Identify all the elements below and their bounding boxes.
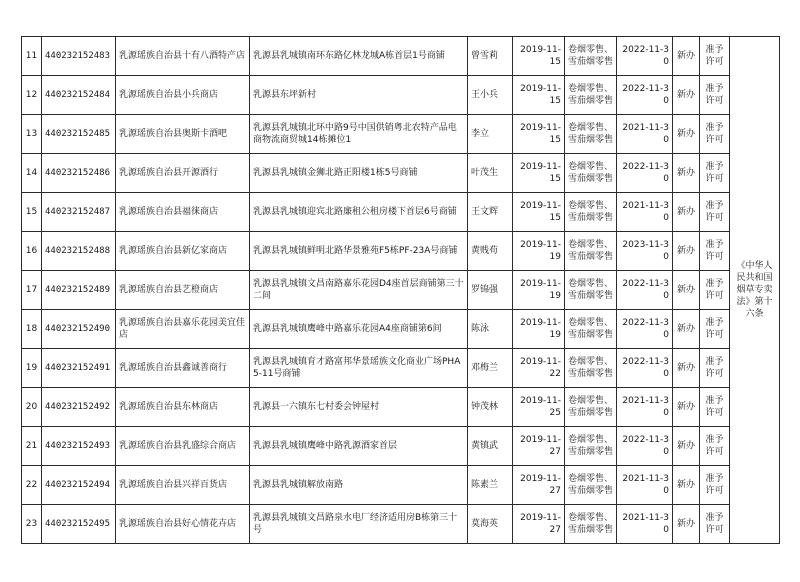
table-row	[22, 349, 780, 388]
decision-result: 准予许可	[700, 310, 730, 349]
application-type: 新办	[673, 154, 700, 193]
responsible-person: 黄镇武	[468, 427, 513, 466]
decision-result: 准予许可	[700, 193, 730, 232]
issue-date: 2019-11-27	[513, 427, 565, 466]
table-row	[22, 76, 780, 115]
application-type: 新办	[673, 115, 700, 154]
decision-result: 准予许可	[700, 37, 730, 76]
license-number: 440232152489	[42, 271, 116, 310]
issue-date: 2019-11-22	[513, 349, 565, 388]
application-type: 新办	[673, 466, 700, 505]
expiry-date: 2022-11-30	[617, 349, 673, 388]
business-scope: 卷烟零售、雪茄烟零售	[565, 427, 617, 466]
business-scope: 卷烟零售、雪茄烟零售	[565, 76, 617, 115]
business-name: 乳源瑶族自治县好心情花卉店	[116, 505, 250, 544]
business-address: 乳源县东坪新村	[250, 76, 468, 115]
business-name: 乳源瑶族自治县开源酒行	[116, 154, 250, 193]
table-row	[22, 466, 780, 505]
business-scope: 卷烟零售、雪茄烟零售	[565, 349, 617, 388]
row-number: 20	[22, 388, 42, 427]
license-number: 440232152492	[42, 388, 116, 427]
application-type: 新办	[673, 193, 700, 232]
row-number: 13	[22, 115, 42, 154]
row-number: 17	[22, 271, 42, 310]
business-scope: 卷烟零售、雪茄烟零售	[565, 505, 617, 544]
row-number: 16	[22, 232, 42, 271]
business-address: 乳源县乳城镇育才路富邦华景瑶族文化商业广场PHA5-11号商铺	[250, 349, 468, 388]
business-address: 乳源县乳城镇解放南路	[250, 466, 468, 505]
row-number: 14	[22, 154, 42, 193]
table-row	[22, 115, 780, 154]
decision-result: 准予许可	[700, 271, 730, 310]
decision-result: 准予许可	[700, 115, 730, 154]
issue-date: 2019-11-27	[513, 505, 565, 544]
business-name: 乳源瑶族自治县奥斯卡酒吧	[116, 115, 250, 154]
license-number: 440232152491	[42, 349, 116, 388]
application-type: 新办	[673, 37, 700, 76]
business-address: 乳源县乳城镇金狮北路正阳楼1栋5号商铺	[250, 154, 468, 193]
business-scope: 卷烟零售、雪茄烟零售	[565, 115, 617, 154]
license-number: 440232152483	[42, 37, 116, 76]
license-number: 440232152487	[42, 193, 116, 232]
responsible-person: 钟茂林	[468, 388, 513, 427]
decision-result: 准予许可	[700, 76, 730, 115]
application-type: 新办	[673, 427, 700, 466]
row-number: 19	[22, 349, 42, 388]
business-scope: 卷烟零售、雪茄烟零售	[565, 193, 617, 232]
table-row	[22, 154, 780, 193]
expiry-date: 2023-11-30	[617, 232, 673, 271]
application-type: 新办	[673, 271, 700, 310]
business-name: 乳源瑶族自治县东林商店	[116, 388, 250, 427]
business-address: 乳源县一六镇东七村委会钟屋村	[250, 388, 468, 427]
table-row	[22, 388, 780, 427]
decision-result: 准予许可	[700, 232, 730, 271]
table-row	[22, 232, 780, 271]
license-number: 440232152488	[42, 232, 116, 271]
expiry-date: 2021-11-30	[617, 466, 673, 505]
issue-date: 2019-11-19	[513, 310, 565, 349]
expiry-date: 2021-11-30	[617, 193, 673, 232]
issue-date: 2019-11-15	[513, 37, 565, 76]
issue-date: 2019-11-19	[513, 271, 565, 310]
license-number: 440232152495	[42, 505, 116, 544]
responsible-person: 黄贱苟	[468, 232, 513, 271]
business-scope: 卷烟零售、雪茄烟零售	[565, 232, 617, 271]
expiry-date: 2022-11-30	[617, 154, 673, 193]
responsible-person: 邓梅兰	[468, 349, 513, 388]
license-number: 440232152493	[42, 427, 116, 466]
business-address: 乳源县乳城镇迎宾北路廉租公租房楼下首层6号商铺	[250, 193, 468, 232]
expiry-date: 2022-11-30	[617, 271, 673, 310]
responsible-person: 曾雪莉	[468, 37, 513, 76]
business-name: 乳源瑶族自治县十有八酒特产店	[116, 37, 250, 76]
issue-date: 2019-11-15	[513, 115, 565, 154]
issue-date: 2019-11-15	[513, 193, 565, 232]
license-table	[21, 36, 780, 544]
business-address: 乳源县乳城镇北环中路9号中国供销粤北农特产品电商物流商贸城14栋摊位1	[250, 115, 468, 154]
application-type: 新办	[673, 349, 700, 388]
expiry-date: 2022-11-30	[617, 37, 673, 76]
table-body	[22, 37, 780, 544]
license-table-page	[21, 36, 780, 544]
business-name: 乳源瑶族自治县兴祥百货店	[116, 466, 250, 505]
row-number: 22	[22, 466, 42, 505]
decision-result: 准予许可	[700, 466, 730, 505]
decision-result: 准予许可	[700, 388, 730, 427]
business-name: 乳源瑶族自治县嘉乐花园美宜佳店	[116, 310, 250, 349]
business-name: 乳源瑶族自治县鑫诚善商行	[116, 349, 250, 388]
application-type: 新办	[673, 232, 700, 271]
decision-result: 准予许可	[700, 349, 730, 388]
legal-basis: 《中华人民共和国烟草专卖法》第十六条	[730, 37, 780, 544]
table-row	[22, 193, 780, 232]
table-row	[22, 427, 780, 466]
row-number: 15	[22, 193, 42, 232]
business-scope: 卷烟零售、雪茄烟零售	[565, 37, 617, 76]
issue-date: 2019-11-15	[513, 154, 565, 193]
business-name: 乳源瑶族自治县艺橙商店	[116, 271, 250, 310]
license-number: 440232152486	[42, 154, 116, 193]
responsible-person: 叶茂生	[468, 154, 513, 193]
responsible-person: 王小兵	[468, 76, 513, 115]
responsible-person: 李立	[468, 115, 513, 154]
decision-result: 准予许可	[700, 505, 730, 544]
row-number: 11	[22, 37, 42, 76]
table-row	[22, 37, 780, 76]
decision-result: 准予许可	[700, 154, 730, 193]
license-number: 440232152490	[42, 310, 116, 349]
responsible-person: 王文辉	[468, 193, 513, 232]
expiry-date: 2022-11-30	[617, 76, 673, 115]
responsible-person: 罗锦强	[468, 271, 513, 310]
row-number: 18	[22, 310, 42, 349]
expiry-date: 2022-11-30	[617, 310, 673, 349]
responsible-person: 莫海英	[468, 505, 513, 544]
business-name: 乳源瑶族自治县新亿家商店	[116, 232, 250, 271]
business-address: 乳源县乳城镇鹰峰中路嘉乐花园A4座商铺第6间	[250, 310, 468, 349]
business-scope: 卷烟零售、雪茄烟零售	[565, 388, 617, 427]
responsible-person: 陈素兰	[468, 466, 513, 505]
responsible-person: 陈泳	[468, 310, 513, 349]
row-number: 21	[22, 427, 42, 466]
application-type: 新办	[673, 76, 700, 115]
table-row	[22, 505, 780, 544]
business-scope: 卷烟零售、雪茄烟零售	[565, 310, 617, 349]
issue-date: 2019-11-27	[513, 466, 565, 505]
issue-date: 2019-11-25	[513, 388, 565, 427]
business-address: 乳源县乳城镇鲜明北路华景雅苑F5栋PF-23A号商铺	[250, 232, 468, 271]
row-number: 12	[22, 76, 42, 115]
business-scope: 卷烟零售、雪茄烟零售	[565, 466, 617, 505]
license-number: 440232152484	[42, 76, 116, 115]
business-address: 乳源县乳城镇文昌路泉水电厂经济适用房B栋第三十号	[250, 505, 468, 544]
business-scope: 卷烟零售、雪茄烟零售	[565, 154, 617, 193]
application-type: 新办	[673, 388, 700, 427]
business-address: 乳源县乳城镇文昌南路嘉乐花园D4座首层商铺第三十二间	[250, 271, 468, 310]
application-type: 新办	[673, 505, 700, 544]
business-address: 乳源县乳城镇鹰峰中路乳源酒家首层	[250, 427, 468, 466]
table-row	[22, 271, 780, 310]
business-scope: 卷烟零售、雪茄烟零售	[565, 271, 617, 310]
expiry-date: 2021-11-30	[617, 115, 673, 154]
license-number: 440232152485	[42, 115, 116, 154]
issue-date: 2019-11-19	[513, 232, 565, 271]
business-address: 乳源县乳城镇南环东路亿林龙城A栋首层1号商铺	[250, 37, 468, 76]
row-number: 23	[22, 505, 42, 544]
issue-date: 2019-11-15	[513, 76, 565, 115]
application-type: 新办	[673, 310, 700, 349]
business-name: 乳源瑶族自治县乳盛综合商店	[116, 427, 250, 466]
license-number: 440232152494	[42, 466, 116, 505]
business-name: 乳源瑶族自治县小兵商店	[116, 76, 250, 115]
expiry-date: 2021-11-30	[617, 505, 673, 544]
expiry-date: 2022-11-30	[617, 427, 673, 466]
business-name: 乳源瑶族自治县福徕商店	[116, 193, 250, 232]
decision-result: 准予许可	[700, 427, 730, 466]
table-row	[22, 310, 780, 349]
expiry-date: 2021-11-30	[617, 388, 673, 427]
